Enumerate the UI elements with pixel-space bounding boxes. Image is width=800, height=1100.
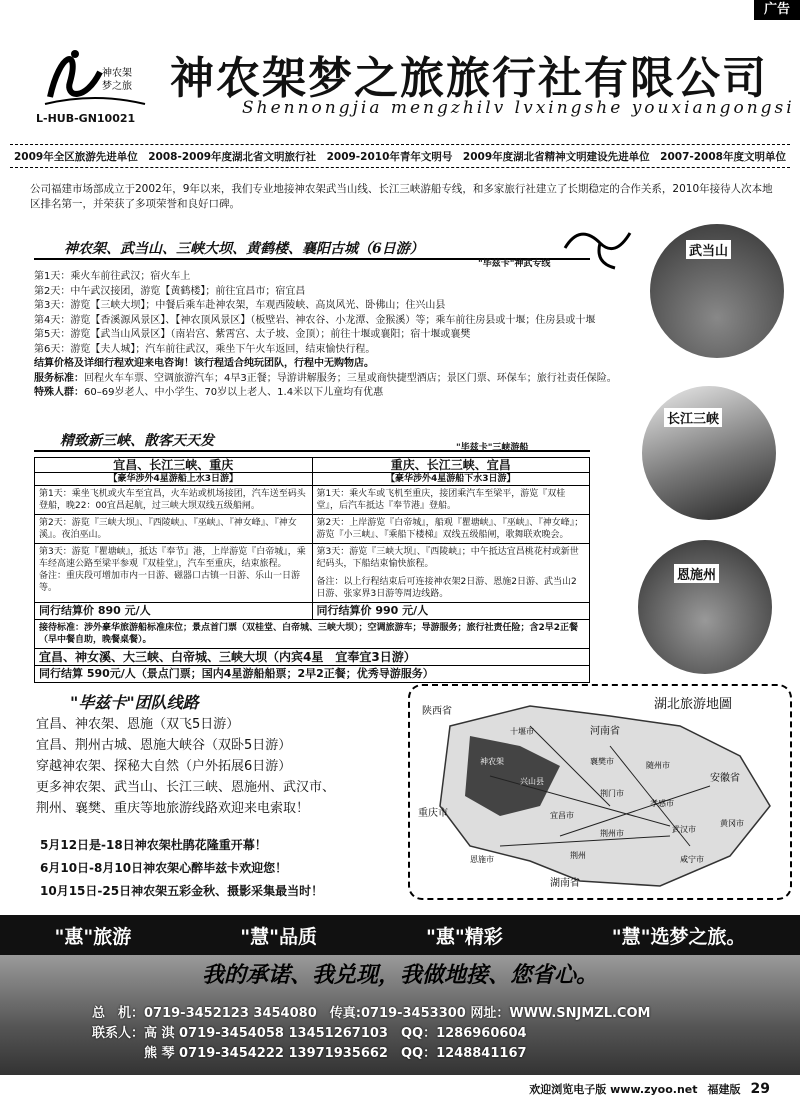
special-groups bbox=[34, 386, 624, 401]
ad-tag: 广告 bbox=[754, 0, 800, 20]
map-label: 兴山县 bbox=[520, 777, 544, 786]
booking-notice: 结算价格及详细行程欢迎来电咨询！该行程适合纯玩团队，行程中无购物店。 bbox=[34, 358, 374, 369]
route2-price: 同行结算 590元/人（景点门票；国内4星游船船票；2早2正餐；优秀导游服务） bbox=[39, 667, 434, 680]
cruise-header-left: 宜昌、长江三峡、重庆 bbox=[113, 458, 234, 472]
company-intro: 公司福建市场部成立于2002年，9年以来，我们专业地接神农架武当山线、长江三峡游船专线，和多家旅行社建立了长期稳定的合作关系，2010年接待人次本地区排名第一，并荣获了多项荣誉和良好口碑。 bbox=[30, 183, 773, 210]
day-label: 第3天： bbox=[34, 300, 71, 311]
section2-title: 精致新三峡、散客天天发 bbox=[60, 433, 214, 449]
day-label: 第6天： bbox=[34, 343, 71, 355]
honor-item: 2007-2008年度文明单位 bbox=[660, 150, 786, 163]
slogan-bar bbox=[0, 915, 800, 955]
cruise-note-left: 备注：重庆段可增加市内一日游、磁器口古镇一日游、乐山一日游等。 bbox=[39, 571, 301, 593]
itinerary-day bbox=[34, 285, 624, 300]
special-label: 特殊人群： bbox=[34, 387, 84, 398]
service-standard bbox=[34, 372, 624, 387]
team-route-item: 荆州、襄樊、重庆等地旅游线路欢迎来电索取！ bbox=[36, 801, 310, 816]
day-text: 游览【夫人城】；汽车前往武汉，乘坐下午火车返回，结束愉快行程。 bbox=[70, 343, 376, 355]
itinerary-day bbox=[34, 299, 624, 314]
event-item: 10月15日-25日神农架五彩金秋、摄影采集最当时！ bbox=[40, 884, 324, 898]
cruise-day1-left: 第1天：乘坐飞机或火车至宜昌，火车站或机场接团，汽车送至码头登船，晚22：00宜昌起航，过三峡大坝双线五级船闸。 bbox=[39, 489, 306, 511]
reception-standard: 接待标准：涉外豪华旅游船标准床位；景点首门票（双桂堂、白帝城、三峡大坝）；空调旅游车；导游服务；旅行社责任险；含2早2正餐（早中餐自助，晚餐桌餐）。 bbox=[35, 620, 589, 649]
ornament-icon bbox=[560, 218, 640, 278]
price-left: 同行结算价 890 元/人 bbox=[39, 604, 151, 617]
circle-label: 长江三峡 bbox=[664, 408, 722, 427]
promise-slogan: 我的承诺、我兑现，我做地接、您省心。 bbox=[201, 962, 598, 988]
map-label: 十堰市 bbox=[510, 727, 534, 736]
honors-bar bbox=[10, 144, 790, 168]
contact-info bbox=[92, 1004, 650, 1064]
hubei-map bbox=[408, 684, 792, 900]
day-text: 游览【三峡大坝】；中餐后乘车赴神农架，车观西陵峡、高岚风光、卧佛山；住兴山县 bbox=[70, 300, 446, 311]
slogan-item: "惠"精彩 bbox=[425, 925, 503, 948]
itinerary-day bbox=[34, 314, 624, 329]
honor-item: 2009年度湖北省精神文明建设先进单位 bbox=[462, 150, 650, 163]
edition-label: 福建版 bbox=[707, 1083, 741, 1096]
day-text: 游览【香溪源风景区】、【神农顶风景区】（板壁岩、神农谷、小龙潭、金猴溪）等；乘车前往房县或十堰；住房县或十堰 bbox=[70, 314, 596, 326]
cruise-day1-right: 第1天：乘火车或飞机至重庆，接团乘汽车至梁平，游览『双桂堂』，后汽车抵达『奉节港』登船。 bbox=[312, 486, 590, 514]
slogan-item: "惠"旅游 bbox=[54, 925, 132, 948]
honor-item: 2009年全区旅游先进单位 bbox=[14, 150, 138, 163]
cruise-header-right: 重庆、长江三峡、宜昌 bbox=[312, 458, 590, 472]
team-route-item: 宜昌、神农架、恩施（双飞5日游） bbox=[36, 717, 240, 732]
company-logo bbox=[40, 42, 150, 112]
itinerary-day bbox=[34, 343, 624, 358]
cruise-sub-right: 【豪华涉外4星游船下水3日游】 bbox=[312, 473, 590, 485]
itinerary-day bbox=[34, 328, 624, 343]
slogan-item: "慧"选梦之旅。 bbox=[611, 925, 746, 948]
section2-brand: "毕兹卡"三峡游船 bbox=[456, 443, 529, 453]
price-right: 同行结算价 990 元/人 bbox=[312, 603, 590, 619]
map-label: 武汉市 bbox=[672, 825, 696, 834]
itinerary-day bbox=[34, 270, 624, 285]
company-pinyin: Shennongjia mengzhilv lvxingshe youxiangongsi bbox=[242, 98, 795, 118]
day-label: 第2天： bbox=[34, 285, 71, 297]
section1-title: 神农架、武当山、三峡大坝、黄鹤楼、襄阳古城（6日游） bbox=[64, 241, 424, 257]
special-text: 60–69岁老人、中小学生、70岁以上老人、1.4米以下儿童均有优惠 bbox=[84, 387, 384, 398]
team-title: "毕兹卡"团队线路 bbox=[70, 693, 199, 712]
honor-item: 2009-2010年青年文明号 bbox=[326, 150, 453, 163]
cruise-table bbox=[34, 457, 590, 683]
company-name: 神农架梦之旅旅行社有限公司 bbox=[170, 53, 768, 104]
service-label: 服务标准： bbox=[34, 372, 84, 384]
cruise-day2-right: 第2天：上岸游览『白帝城』，船观『瞿塘峡』、『巫峡』、『神女峰』；游览『小三峡』、『乘船下楼梯』双线五级船闸，歌舞联欢晚会。 bbox=[312, 515, 590, 543]
day-label: 第4天： bbox=[34, 314, 71, 326]
map-label: 襄樊市 bbox=[590, 757, 614, 766]
photo-enshi bbox=[636, 538, 774, 676]
team-routes bbox=[36, 714, 416, 819]
itinerary bbox=[34, 270, 624, 401]
day-text: 中午武汉接团，游览【黄鹤楼】；前往宜昌市；宿宜昌 bbox=[70, 285, 306, 297]
map-label: 重庆市 bbox=[418, 808, 448, 819]
cruise-day3-right: 第3天：游览『三峡大坝』、『西陵峡』；中午抵达宜昌桃花村或新世纪码头，下船结束愉快旅程。 bbox=[316, 547, 579, 569]
cruise-sub-left: 【豪华涉外4星游船上水3日游】 bbox=[108, 474, 239, 484]
cruise-day2-left: 第2天：游览『三峡大坝』、『西陵峡』、『巫峡』、『神女峰』、『神女溪』。夜泊巫山。 bbox=[39, 518, 297, 540]
map-label: 荆州 bbox=[570, 851, 586, 860]
day-label: 第5天： bbox=[34, 329, 71, 340]
cruise-note-right: 备注：以上行程结束后可连接神农架2日游、恩施2日游、武当山2日游、张家界3日游等周边线路。 bbox=[316, 577, 577, 599]
day-text: 游览【武当山风景区】（南岩宫、紫霄宫、太子坡、金顶）；前往十堰或襄阳；宿十堰或襄樊 bbox=[70, 329, 471, 340]
event-item: 5月12日是-18日神农架杜鹃花隆重开幕！ bbox=[40, 838, 267, 852]
map-label: 安徽省 bbox=[710, 773, 740, 784]
contact-line: 总 机：0719-3452123 3454080 传真:0719-3453300 网址：WWW.SNJMZL.COM bbox=[92, 1006, 651, 1021]
map-label: 河南省 bbox=[590, 726, 620, 737]
section1-brand: "毕兹卡"神武专线 bbox=[478, 259, 551, 269]
map-label: 咸宁市 bbox=[680, 855, 704, 864]
page-number: 29 bbox=[750, 1081, 770, 1097]
map-label: 湖南省 bbox=[550, 878, 580, 889]
license-code: L-HUB-GN10021 bbox=[36, 112, 136, 125]
website-note: 欢迎浏览电子版 www.zyoo.net bbox=[529, 1083, 698, 1096]
map-label: 随州市 bbox=[646, 761, 670, 770]
map-label: 宜昌市 bbox=[550, 811, 574, 820]
map-label: 孝感市 bbox=[650, 799, 674, 808]
circle-label: 武当山 bbox=[686, 240, 731, 259]
page-footer bbox=[0, 1078, 800, 1100]
team-route-item: 宜昌、荆州古城、恩施大峡谷（双卧5日游） bbox=[36, 738, 292, 753]
day-text: 乘火车前往武汉；宿火车上 bbox=[70, 271, 191, 282]
photo-three-gorges bbox=[640, 384, 778, 522]
day-label: 第1天： bbox=[34, 271, 71, 282]
photo-wudangshan bbox=[648, 222, 786, 360]
map-label: 黄冈市 bbox=[720, 819, 744, 828]
event-item: 6月10日-8月10日神农架心醉毕兹卡欢迎您！ bbox=[40, 861, 288, 875]
contact-line: 熊 琴 0719-3454222 13971935662 QQ：1248841167 bbox=[92, 1046, 527, 1061]
service-text: 回程火车车票、空调旅游汽车；4早3正餐；导游讲解服务；三星或商快捷型酒店；景区门票、环保车；旅行社责任保险。 bbox=[84, 372, 617, 384]
slogan-item: "慧"品质 bbox=[240, 925, 318, 948]
honor-item: 2008-2009年度湖北省文明旅行社 bbox=[148, 150, 317, 163]
map-label: 陕西省 bbox=[422, 706, 452, 717]
logo-text-1: 神农架 bbox=[102, 68, 132, 79]
events bbox=[40, 834, 323, 903]
team-route-item: 更多神农架、武当山、长江三峡、恩施州、武汉市、 bbox=[36, 780, 336, 795]
map-label: 恩施市 bbox=[470, 855, 494, 864]
contact-line: 联系人：高 淇 0719-3454058 13451267103 QQ：1286960604 bbox=[92, 1026, 527, 1041]
map-label: 神农架 bbox=[480, 757, 504, 766]
logo-text-2: 梦之旅 bbox=[102, 81, 132, 92]
cruise-day3-left: 第3天：游览『瞿塘峡』，抵达『奉节』港，上岸游览『白帝城』，乘车经高速公路至梁平参观『双桂堂』，汽车至重庆，结束旅程。 bbox=[39, 547, 306, 569]
route2: 宜昌、神女溪、大三峡、白帝城、三峡大坝（内宾4星 宜奉宜3日游） bbox=[35, 649, 589, 666]
map-label: 荆州市 bbox=[600, 829, 624, 838]
circle-label: 恩施州 bbox=[674, 564, 719, 583]
team-route-item: 穿越神农架、探秘大自然（户外拓展6日游） bbox=[36, 759, 292, 774]
map-label: 荆门市 bbox=[600, 789, 624, 798]
map-title: 湖北旅游地圖 bbox=[654, 697, 733, 712]
